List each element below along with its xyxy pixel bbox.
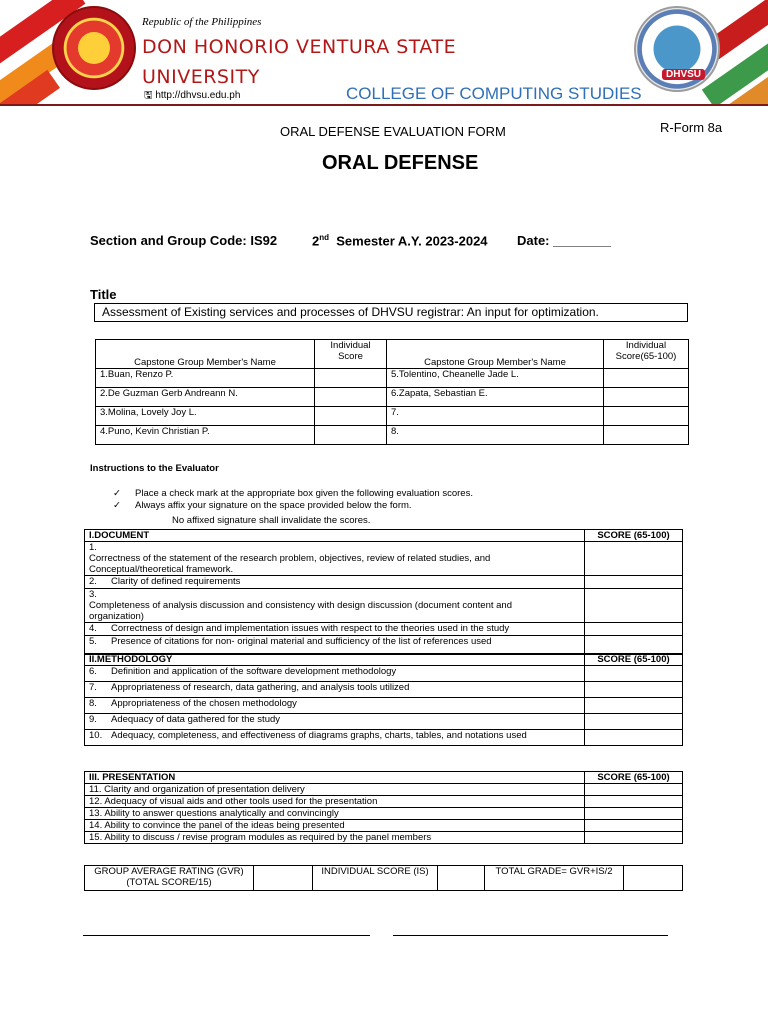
url-text: http://dhvsu.edu.ph bbox=[155, 90, 241, 101]
document-criteria-table bbox=[84, 529, 683, 655]
criteria-number: 6. bbox=[89, 666, 97, 677]
criteria-row bbox=[85, 636, 683, 655]
section-heading: III. PRESENTATION bbox=[85, 772, 585, 784]
college-name: COLLEGE OF COMPUTING STUDIES bbox=[346, 84, 642, 103]
republic-text: Republic of the Philippines bbox=[142, 16, 262, 28]
presentation-criteria-table bbox=[84, 771, 683, 844]
methodology-criteria-table bbox=[84, 653, 683, 746]
college-seal-badge: DHVSU bbox=[662, 69, 705, 80]
form-code: R-Form 8a bbox=[660, 120, 723, 135]
check-icon: ✓ bbox=[113, 500, 121, 511]
page-title: ORAL DEFENSE bbox=[322, 152, 479, 174]
criteria-text: Completeness of analysis discussion and consistency with design discussion (document content and organization) bbox=[89, 600, 512, 622]
criteria-row bbox=[85, 796, 683, 808]
member-name: 3.Molina, Lovely Joy L. bbox=[96, 407, 315, 426]
semester bbox=[312, 233, 488, 248]
instruction-text: Place a check mark at the appropriate box given the following evaluation scores. bbox=[135, 488, 473, 499]
member-name: 1.Buan, Renzo P. bbox=[96, 369, 315, 388]
criteria-text: 14. Ability to convince the panel of the ideas being presented bbox=[85, 820, 585, 832]
member-name: 4.Puno, Kevin Christian P. bbox=[96, 426, 315, 445]
total-grade-value-cell[interactable] bbox=[624, 866, 683, 891]
criteria-number: 5. bbox=[89, 636, 97, 647]
member-row bbox=[96, 407, 689, 426]
total-grade-label: TOTAL GRADE= GVR+IS/2 bbox=[485, 866, 624, 891]
criteria-row bbox=[85, 682, 683, 698]
member-score-cell[interactable] bbox=[315, 407, 387, 426]
criteria-row bbox=[85, 666, 683, 682]
score-header: SCORE (65-100) bbox=[585, 772, 683, 784]
criteria-row bbox=[85, 698, 683, 714]
criteria-row bbox=[85, 832, 683, 844]
criteria-row bbox=[85, 623, 683, 636]
computer-icon: 🖫 bbox=[144, 90, 156, 101]
university-url bbox=[144, 88, 240, 105]
score-cell[interactable] bbox=[585, 666, 683, 682]
form-name: ORAL DEFENSE EVALUATION FORM bbox=[280, 124, 506, 139]
score-cell[interactable] bbox=[585, 784, 683, 796]
instruction-line bbox=[113, 500, 412, 511]
criteria-number: 8. bbox=[89, 698, 97, 709]
check-icon: ✓ bbox=[113, 488, 121, 499]
member-score-cell[interactable] bbox=[604, 426, 689, 445]
member-name: 5.Tolentino, Cheanelle Jade L. bbox=[387, 369, 604, 388]
criteria-header-row bbox=[85, 772, 683, 784]
criteria-text: Adequacy of data gathered for the study bbox=[111, 714, 281, 725]
header-divider bbox=[0, 104, 768, 106]
member-score-cell[interactable] bbox=[315, 369, 387, 388]
criteria-row bbox=[85, 730, 683, 746]
section-group-code: Section and Group Code: IS92 bbox=[90, 233, 278, 248]
member-name: 6.Zapata, Sebastian E. bbox=[387, 388, 604, 407]
date-field: Date: ________ bbox=[517, 233, 611, 248]
criteria-row bbox=[85, 808, 683, 820]
criteria-number: 3. bbox=[89, 589, 97, 600]
criteria-header-row bbox=[85, 530, 683, 542]
semester-year: Semester A.Y. 2023-2024 bbox=[336, 233, 488, 249]
criteria-text: Clarity of defined requirements bbox=[111, 576, 241, 587]
instruction-text: Always affix your signature on the space provided below the form. bbox=[135, 500, 412, 511]
score-cell[interactable] bbox=[585, 589, 683, 623]
title-label: Title bbox=[90, 287, 117, 302]
member-score-cell[interactable] bbox=[604, 388, 689, 407]
criteria-text: Appropriateness of the chosen methodology bbox=[111, 698, 297, 709]
totals-table bbox=[84, 865, 683, 891]
criteria-row bbox=[85, 542, 683, 576]
score-cell[interactable] bbox=[585, 623, 683, 636]
score-cell[interactable] bbox=[585, 698, 683, 714]
criteria-number: 10. bbox=[89, 730, 103, 741]
individual-score-header: Individual Score bbox=[315, 340, 387, 369]
university-seal-logo bbox=[52, 6, 136, 90]
signature-line-left[interactable] bbox=[83, 935, 370, 936]
member-score-cell[interactable] bbox=[315, 426, 387, 445]
instruction-line: No affixed signature shall invalidate the scores. bbox=[172, 515, 371, 526]
criteria-row bbox=[85, 589, 683, 623]
instruction-line bbox=[113, 488, 473, 499]
gvr-value-cell[interactable] bbox=[254, 866, 313, 891]
criteria-number: 4. bbox=[89, 623, 97, 634]
criteria-number: 1. bbox=[89, 542, 97, 553]
criteria-row bbox=[85, 576, 683, 589]
score-cell[interactable] bbox=[585, 714, 683, 730]
criteria-text: Appropriateness of research, data gathering, and analysis tools utilized bbox=[111, 682, 410, 693]
criteria-number: 2. bbox=[89, 576, 97, 587]
totals-row bbox=[85, 866, 683, 891]
university-name: DON HONORIO VENTURA STATE UNIVERSITY bbox=[142, 36, 457, 88]
member-row bbox=[96, 426, 689, 445]
member-name-header: Capstone Group Member's Name bbox=[387, 340, 604, 369]
score-header: SCORE (65-100) bbox=[585, 654, 683, 666]
score-cell[interactable] bbox=[585, 820, 683, 832]
score-cell[interactable] bbox=[585, 730, 683, 746]
criteria-text: 15. Ability to discuss / revise program modules as required by the panel members bbox=[85, 832, 585, 844]
score-cell[interactable] bbox=[585, 796, 683, 808]
signature-line-right[interactable] bbox=[393, 935, 668, 936]
score-cell[interactable] bbox=[585, 682, 683, 698]
criteria-text: 12. Adequacy of visual aids and other tools used for the presentation bbox=[85, 796, 585, 808]
criteria-text: Definition and application of the software development methodology bbox=[111, 666, 397, 677]
member-row bbox=[96, 369, 689, 388]
members-header-row bbox=[96, 340, 689, 369]
member-name-header: Capstone Group Member's Name bbox=[96, 340, 315, 369]
individual-score-value-cell[interactable] bbox=[438, 866, 485, 891]
semester-number: 2 bbox=[312, 233, 320, 249]
members-table bbox=[95, 339, 689, 445]
criteria-number: 9. bbox=[89, 714, 97, 725]
member-row bbox=[96, 388, 689, 407]
semester-suffix: nd bbox=[319, 233, 330, 242]
instructions-heading: Instructions to the Evaluator bbox=[90, 463, 219, 474]
college-seal-logo bbox=[634, 6, 720, 92]
member-name: 8. bbox=[387, 426, 604, 445]
section-heading: II.METHODOLOGY bbox=[85, 654, 585, 666]
criteria-header-row bbox=[85, 654, 683, 666]
criteria-text: 11. Clarity and organization of presentation delivery bbox=[85, 784, 585, 796]
individual-score-label: INDIVIDUAL SCORE (IS) bbox=[313, 866, 438, 891]
score-cell[interactable] bbox=[585, 542, 683, 576]
member-score-cell[interactable] bbox=[604, 369, 689, 388]
criteria-text: Adequacy, completeness, and effectiveness of diagrams graphs, charts, tables, and notations used bbox=[111, 730, 527, 741]
score-cell[interactable] bbox=[585, 576, 683, 589]
member-name: 7. bbox=[387, 407, 604, 426]
research-title: Assessment of Existing services and processes of DHVSU registrar: An input for optimization. bbox=[94, 303, 688, 322]
criteria-number: 7. bbox=[89, 682, 97, 693]
criteria-text: 13. Ability to answer questions analytically and convincingly bbox=[85, 808, 585, 820]
criteria-text: Correctness of design and implementation issues with respect to the theories used in the study bbox=[111, 623, 510, 634]
criteria-row bbox=[85, 714, 683, 730]
section-heading: I.DOCUMENT bbox=[85, 530, 585, 542]
score-cell[interactable] bbox=[585, 636, 683, 655]
criteria-text: Correctness of the statement of the research problem, objectives, review of related studies, and Conceptual/theoretical framework. bbox=[89, 553, 491, 575]
individual-score-header: Individual Score(65-100) bbox=[604, 340, 689, 369]
member-name: 2.De Guzman Gerb Andreann N. bbox=[96, 388, 315, 407]
score-cell[interactable] bbox=[585, 808, 683, 820]
criteria-row bbox=[85, 784, 683, 796]
member-score-cell[interactable] bbox=[604, 407, 689, 426]
gvr-label: GROUP AVERAGE RATING (GVR)(TOTAL SCORE/15) bbox=[85, 866, 254, 891]
member-score-cell[interactable] bbox=[315, 388, 387, 407]
criteria-row bbox=[85, 820, 683, 832]
score-cell[interactable] bbox=[585, 832, 683, 844]
score-header: SCORE (65-100) bbox=[585, 530, 683, 542]
criteria-text: Presence of citations for non- original material and sufficiency of the list of references used bbox=[111, 636, 492, 647]
